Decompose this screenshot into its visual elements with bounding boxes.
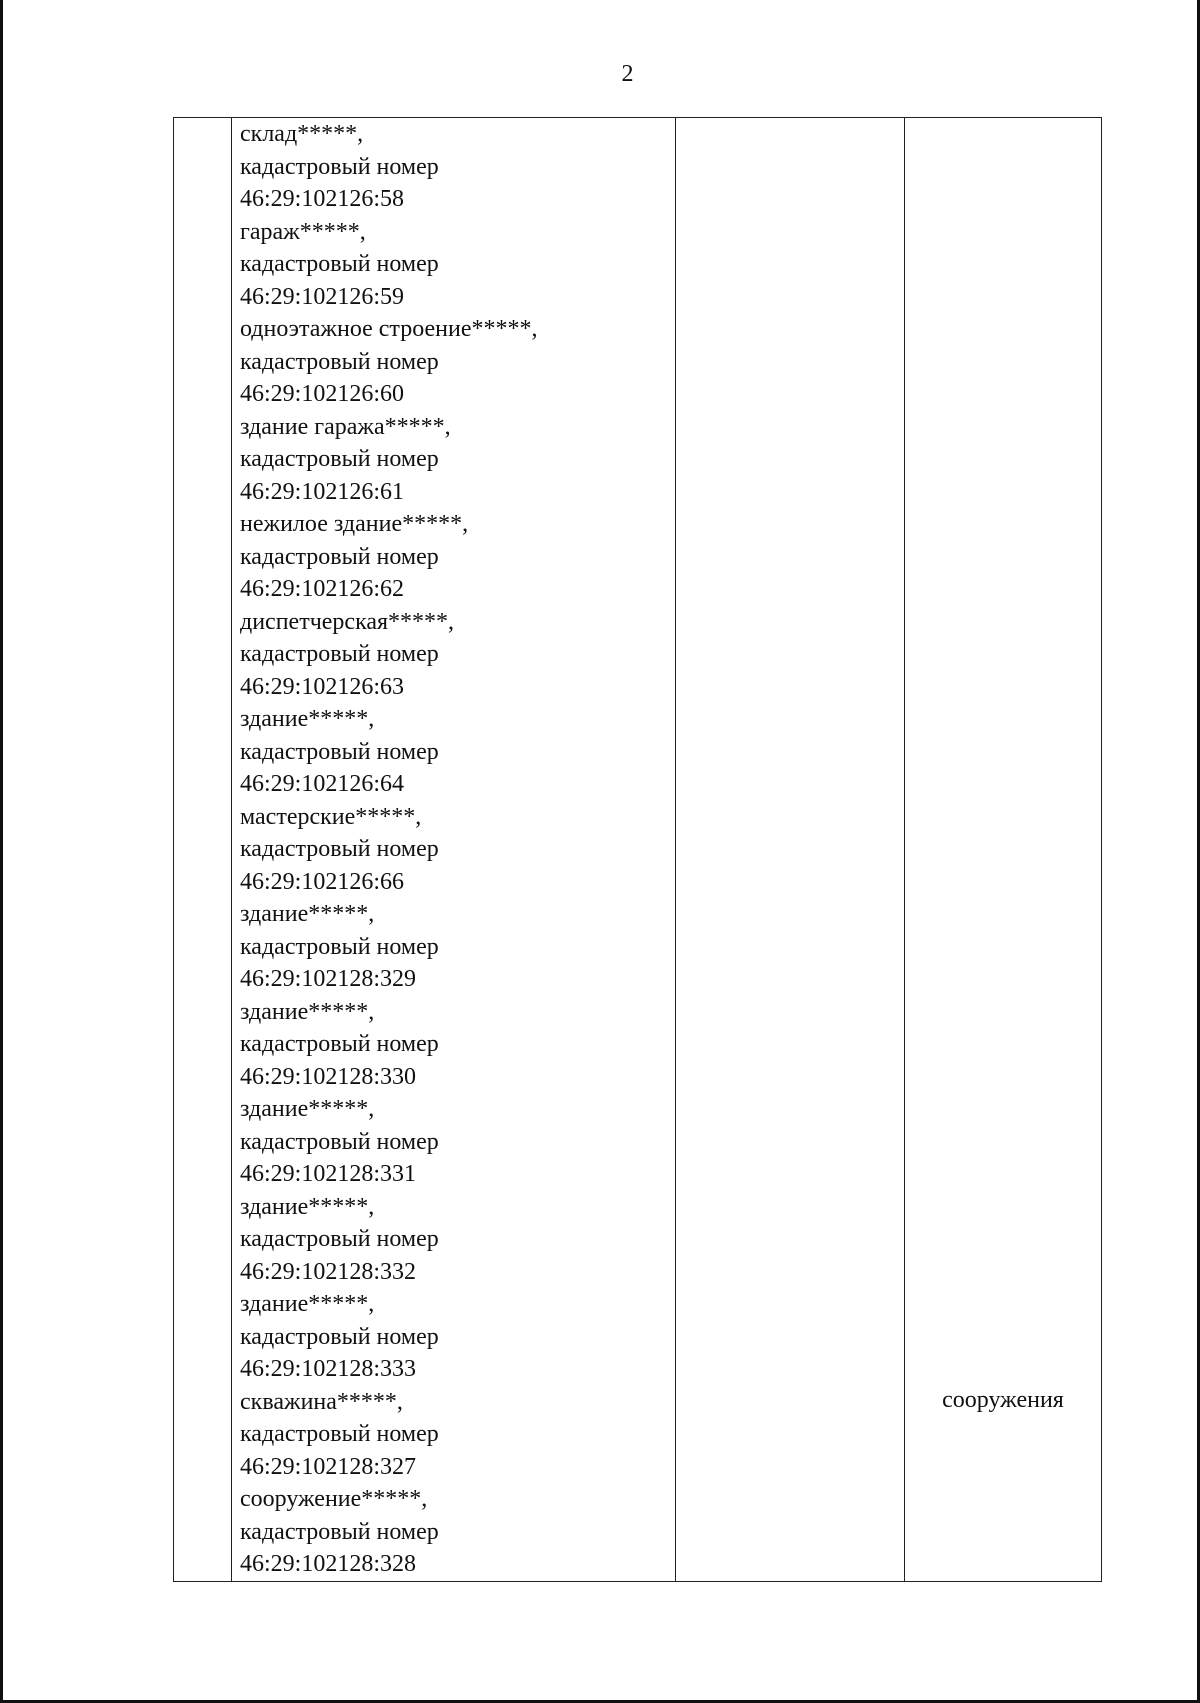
object-name: диспетчерская*****, — [240, 608, 455, 635]
cadastral-label: кадастровый номер — [240, 836, 439, 862]
cadastral-label: кадастровый номер — [240, 1323, 439, 1350]
object-name: нежилое здание*****, — [240, 511, 469, 537]
object-name: здание*****, — [240, 1291, 375, 1317]
property-table — [173, 117, 1102, 1582]
object-name: здание*****, — [240, 901, 375, 927]
cadastral-label: кадастровый номер — [240, 251, 439, 277]
object-list-cell — [232, 118, 676, 1582]
type-cell — [905, 118, 1102, 1582]
list-item — [240, 216, 675, 314]
cadastral-label: кадастровый номер — [240, 348, 439, 375]
object-name: одноэтажное строение*****, — [240, 316, 538, 342]
empty-cell — [676, 118, 905, 1582]
object-list — [232, 118, 675, 1581]
list-item — [240, 1191, 675, 1289]
cadastral-number: 46:29:102128:332 — [240, 1258, 417, 1285]
cadastral-label: кадастровый номер — [240, 543, 439, 570]
object-name: здание*****, — [240, 998, 375, 1025]
table-row — [174, 118, 1102, 1582]
cadastral-label: кадастровый номер — [240, 738, 439, 765]
cadastral-label: кадастровый номер — [240, 1031, 439, 1057]
cadastral-number: 46:29:102126:63 — [240, 673, 405, 700]
object-name: скважина*****, — [240, 1388, 403, 1415]
object-name: здание*****, — [240, 1193, 375, 1220]
page-number: 2 — [621, 61, 634, 87]
cadastral-number: 46:29:102128:330 — [240, 1063, 417, 1090]
cadastral-label: кадастровый номер — [240, 1226, 439, 1252]
cadastral-number: 46:29:102126:58 — [240, 186, 405, 212]
cadastral-label: кадастровый номер — [240, 1128, 439, 1155]
cadastral-number: 46:29:102126:61 — [240, 478, 405, 505]
cadastral-number: 46:29:102126:62 — [240, 576, 405, 602]
cadastral-number: 46:29:102128:328 — [240, 1551, 417, 1577]
list-item — [240, 606, 675, 704]
list-item — [240, 703, 675, 801]
object-name: мастерские*****, — [240, 803, 422, 830]
object-name: сооружение*****, — [240, 1486, 428, 1512]
cadastral-number: 46:29:102126:64 — [240, 771, 405, 797]
list-item — [240, 1288, 675, 1386]
list-item — [240, 118, 675, 216]
cadastral-label: кадастровый номер — [240, 153, 439, 180]
object-name: склад*****, — [240, 121, 364, 147]
cadastral-label: кадастровый номер — [240, 933, 439, 960]
list-item — [240, 1093, 675, 1191]
cadastral-number: 46:29:102128:327 — [240, 1453, 417, 1480]
cadastral-number: 46:29:102128:333 — [240, 1356, 417, 1382]
list-item — [240, 801, 675, 899]
number-cell — [174, 118, 232, 1582]
object-name: здание гаража*****, — [240, 413, 451, 440]
list-item — [240, 1483, 675, 1581]
cadastral-label: кадастровый номер — [240, 641, 439, 667]
cadastral-number: 46:29:102126:59 — [240, 283, 405, 310]
cadastral-label: кадастровый номер — [240, 446, 439, 472]
list-item — [240, 411, 675, 509]
list-item — [240, 898, 675, 996]
object-name: здание*****, — [240, 1096, 375, 1122]
object-name: здание*****, — [240, 706, 375, 732]
cadastral-label: кадастровый номер — [240, 1518, 439, 1545]
list-item — [240, 508, 675, 606]
object-type-label: сооружения — [942, 1387, 1064, 1413]
object-name: гараж*****, — [240, 218, 366, 245]
cadastral-number: 46:29:102126:60 — [240, 381, 405, 407]
cadastral-number: 46:29:102128:331 — [240, 1161, 417, 1187]
list-item — [240, 996, 675, 1094]
list-item — [240, 1386, 675, 1484]
cadastral-number: 46:29:102126:66 — [240, 868, 405, 895]
list-item — [240, 313, 675, 411]
cadastral-number: 46:29:102128:329 — [240, 966, 417, 992]
cadastral-label: кадастровый номер — [240, 1421, 439, 1447]
